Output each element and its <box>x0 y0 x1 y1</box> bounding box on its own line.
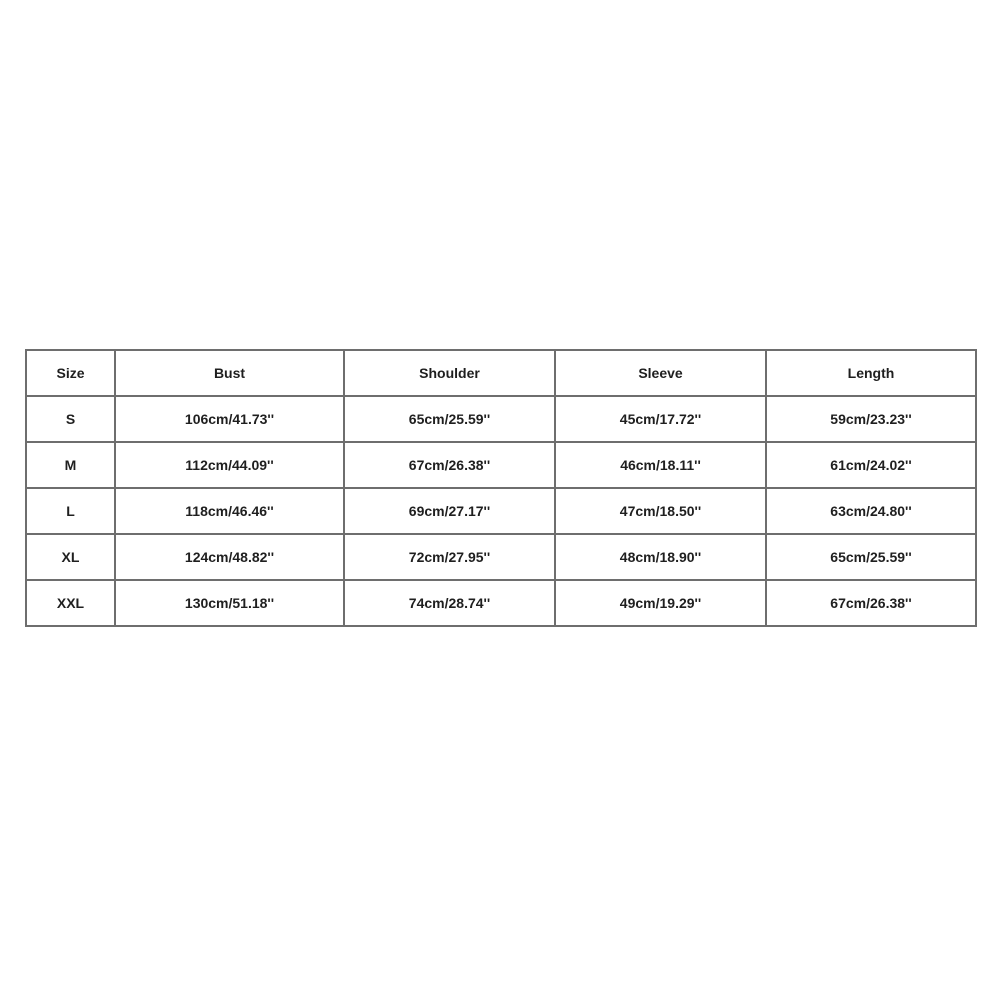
cell-shoulder: 74cm/28.74'' <box>344 580 555 626</box>
cell-bust: 106cm/41.73'' <box>115 396 344 442</box>
table-row <box>26 580 976 626</box>
header-size: Size <box>26 350 115 396</box>
header-shoulder: Shoulder <box>344 350 555 396</box>
cell-shoulder: 67cm/26.38'' <box>344 442 555 488</box>
cell-size: M <box>26 442 115 488</box>
table-row <box>26 396 976 442</box>
cell-bust: 130cm/51.18'' <box>115 580 344 626</box>
cell-length: 67cm/26.38'' <box>766 580 976 626</box>
table-row <box>26 442 976 488</box>
cell-size: XXL <box>26 580 115 626</box>
header-length: Length <box>766 350 976 396</box>
cell-size: S <box>26 396 115 442</box>
cell-sleeve: 46cm/18.11'' <box>555 442 766 488</box>
cell-bust: 112cm/44.09'' <box>115 442 344 488</box>
header-sleeve: Sleeve <box>555 350 766 396</box>
cell-length: 63cm/24.80'' <box>766 488 976 534</box>
cell-shoulder: 72cm/27.95'' <box>344 534 555 580</box>
cell-shoulder: 65cm/25.59'' <box>344 396 555 442</box>
cell-sleeve: 49cm/19.29'' <box>555 580 766 626</box>
cell-shoulder: 69cm/27.17'' <box>344 488 555 534</box>
cell-bust: 118cm/46.46'' <box>115 488 344 534</box>
cell-size: XL <box>26 534 115 580</box>
header-bust: Bust <box>115 350 344 396</box>
table-row <box>26 488 976 534</box>
cell-sleeve: 45cm/17.72'' <box>555 396 766 442</box>
cell-length: 59cm/23.23'' <box>766 396 976 442</box>
table-header-row <box>26 350 976 396</box>
cell-length: 61cm/24.02'' <box>766 442 976 488</box>
cell-sleeve: 48cm/18.90'' <box>555 534 766 580</box>
cell-size: L <box>26 488 115 534</box>
size-chart-table <box>25 349 977 627</box>
cell-length: 65cm/25.59'' <box>766 534 976 580</box>
cell-sleeve: 47cm/18.50'' <box>555 488 766 534</box>
cell-bust: 124cm/48.82'' <box>115 534 344 580</box>
table-row <box>26 534 976 580</box>
